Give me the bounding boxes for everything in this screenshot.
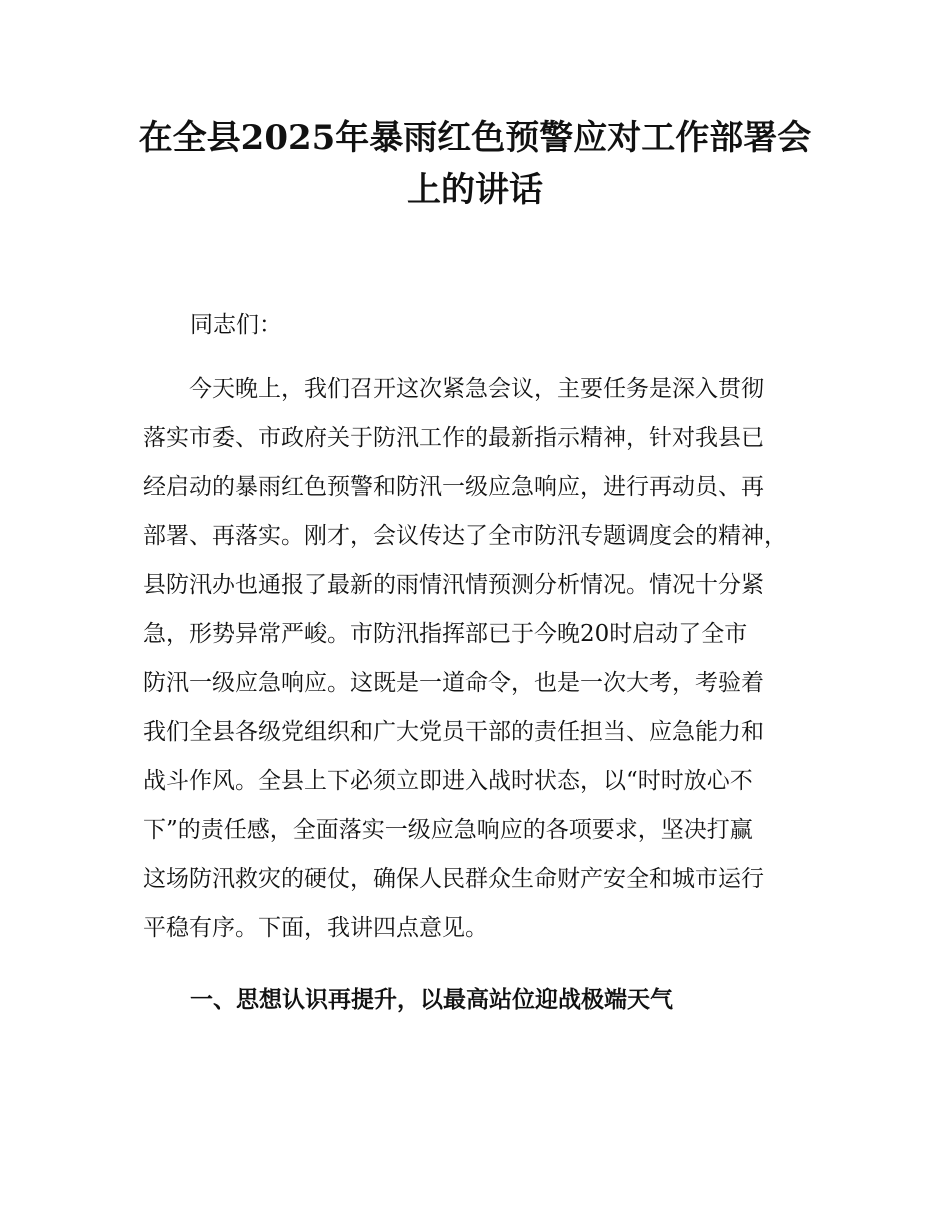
paragraph-line: 平稳有序。下面，我讲四点意见。 (143, 915, 488, 941)
paragraph-line: 这场防汛救灾的硬仗，确保人民群众生命财产安全和城市运行 (143, 866, 764, 892)
paragraph-line: 我们全县各级党组织和广大党员干部的责任担当、应急能力和 (143, 719, 764, 745)
paragraph-line: 急，形势异常严峻。市防汛指挥部已于今晚20时启动了全市 (143, 621, 748, 647)
salutation: 同志们： (190, 312, 282, 338)
paragraph-line: 战斗作风。全县上下必须立即进入战时状态，以“时时放心不 (143, 768, 753, 794)
paragraph-line: 落实市委、市政府关于防汛工作的最新指示精神，针对我县已 (143, 425, 764, 451)
body-paragraph (143, 365, 811, 953)
paragraph-line: 经启动的暴雨红色预警和防汛一级应急响应，进行再动员、再 (143, 474, 764, 500)
paragraph-line: 部署、再落实。刚才，会议传达了全市防汛专题调度会的精神， (143, 523, 787, 549)
page-title (110, 112, 840, 216)
title-line-2: 上的讲话 (407, 170, 543, 210)
paragraph-line: 防汛一级应急响应。这既是一道命令，也是一次大考，考验着 (143, 670, 764, 696)
paragraph-line: 下”的责任感，全面落实一级应急响应的各项要求，坚决打赢 (143, 817, 753, 843)
title-line-1: 在全县2025年暴雨红色预警应对工作部署会 (138, 118, 812, 158)
section-heading: 一、思想认识再提升，以最高站位迎战极端天气 (190, 987, 673, 1013)
paragraph-line: 县防汛办也通报了最新的雨情汛情预测分析情况。情况十分紧 (143, 572, 764, 598)
paragraph-line: 今天晚上，我们召开这次紧急会议，主要任务是深入贯彻 (143, 376, 764, 402)
